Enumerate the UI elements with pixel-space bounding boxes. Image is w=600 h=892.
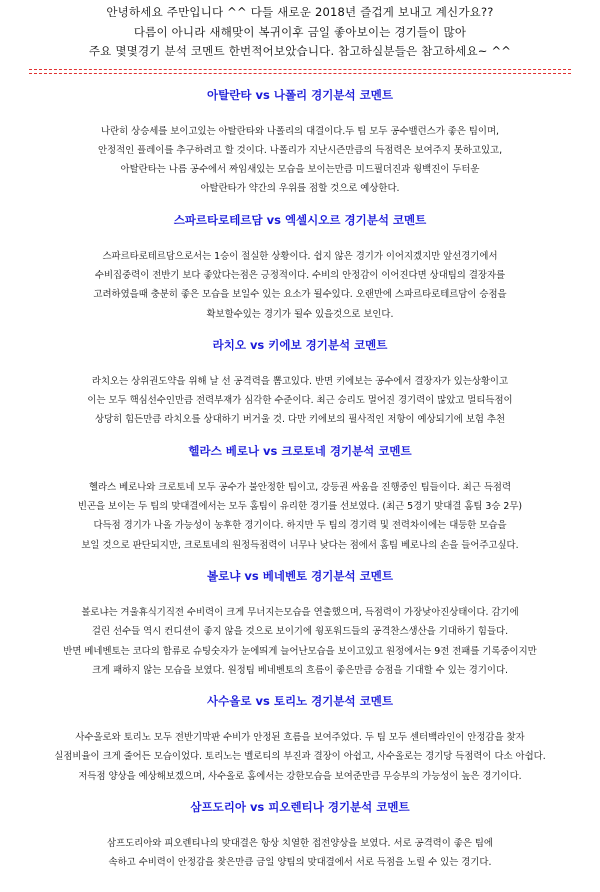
body-line: 안정적인 플레이를 추구하려고 할 것이다. 나폴리가 지난시즌만큼의 득점력은 보여주지 못하고있고,: [97, 144, 503, 156]
section-bologna-benevento: [0, 568, 600, 680]
body-line: 빈곤을 보이는 두 팀의 맞대결에서는 모두 홈팀이 유리한 경기를 선보였다. (최근 5경기 맞대결 홈팀 3승 2무): [77, 501, 523, 513]
section-body: [0, 478, 600, 555]
body-line: 볼로냐는 겨울휴식기직전 수비력이 크게 무너지는모습을 연출했으며, 득점력이 가장낮아진상태이다. 감기에: [81, 606, 519, 618]
body-line: 스파르타로테르담으로서는 1승이 절실한 상황이다. 쉽지 않은 경기가 이어지겠지만 앞선경기에서: [102, 250, 498, 262]
body-line: 크게 패하지 않는 모습을 보였다. 원정팀 베네벤토의 흐름이 좋은만큼 승점을 기대할 수 있는 경기이다.: [91, 664, 508, 676]
body-line: 실점비율이 크게 줄어든 모습이었다. 토리노는 벨로티의 부진과 결장이 아쉽고, 사수올로는 경기당 득점력이 다소 아쉽다.: [54, 751, 546, 763]
section-title: 사수올로 vs 토리노 경기분석 코멘트: [207, 694, 393, 709]
section-body: [0, 834, 600, 873]
section-lazio-chievo: [0, 337, 600, 430]
body-line: 저득점 양상을 예상해보겠으며, 사수올로 홈에서는 강한모습을 보여준만큼 무승부의 가능성이 높은 경기이다.: [78, 770, 522, 782]
section-body: [0, 122, 600, 199]
intro-line: 안녕하세요 주만입니다 ^^ 다들 새로운 2018년 즐겁게 보내고 계신가요??: [106, 5, 494, 19]
section-sassuolo-torino: [0, 693, 600, 786]
body-line: 사수올로와 토리노 모두 전반기막판 수비가 안정된 흐름을 보여주었다. 두 팀 모두 센터백라인이 안정감을 찾자: [75, 732, 525, 744]
section-body: [0, 603, 600, 680]
body-line: 다득점 경기가 나올 가능성이 농후한 경기이다. 하지만 두 팀의 경기력 및 전력차이에는 대등한 모습을: [93, 520, 507, 532]
body-line: 고려하였을때 충분히 좋은 모습을 보일수 있는 요소가 될수있다. 오랜만에 스파르타로테르담이 승점을: [93, 289, 507, 301]
section-title: 삼프도리아 vs 피오렌티나 경기분석 코멘트: [190, 800, 410, 815]
double-dashed-divider: [29, 69, 571, 74]
intro-text: [0, 0, 600, 62]
section-body: [0, 372, 600, 430]
intro-line: 주요 몇몇경기 분석 코멘트 한번적어보았습니다. 참고하실분들은 참고하세요~ ^^: [88, 44, 512, 58]
section-title: 아탈란타 vs 나폴리 경기분석 코멘트: [207, 87, 393, 102]
section-body: [0, 728, 600, 786]
body-line: 헬라스 베로나와 크로토네 모두 공수가 불안정한 팀이고, 강등권 싸움을 진행중인 팀들이다. 최근 득점력: [88, 481, 512, 493]
body-line: 아탈란타가 약간의 우위를 점할 것으로 예상한다.: [200, 183, 400, 195]
body-line: 나란히 상승세를 보이고있는 아탈란타와 나폴리의 대결이다.두 팀 모두 공수밸런스가 좋은 팀이며,: [100, 125, 499, 137]
section-title: 스파르타로테르담 vs 엑셀시오르 경기분석 코멘트: [173, 212, 427, 227]
body-line: 확보할수있는 경기가 될수 있을것으로 보인다.: [206, 308, 394, 320]
section-sparta-excelsior: [0, 212, 600, 324]
body-line: 걸린 선수들 역시 컨디션이 좋지 않을 것으로 보이기에 윙포워드들의 공격찬스생산을 기대하기 힘들다.: [91, 626, 509, 638]
section-title: 볼로냐 vs 베네벤토 경기분석 코멘트: [207, 568, 393, 583]
section-body: [0, 247, 600, 324]
body-line: 속하고 수비력이 안정감을 찾은만큼 금일 양팀의 맞대결에서 서로 득점을 노릴 수 있는 경기다.: [108, 857, 492, 869]
body-line: 라치오는 상위권도약을 위해 날 선 공격력을 뽐고있다. 반면 키에보는 공수에서 결장자가 있는상황이고: [91, 375, 509, 387]
body-line: 아탈란타는 나름 공수에서 짜임새있는 모습을 보이는만큼 미드필더진과 윙백진이 두터운: [120, 164, 480, 176]
body-line: 반면 베네벤토는 코다의 합류로 슈팅숫자가 눈에띄게 늘어난모습을 보이고있고 원정에서는 9전 전패를 기록중이지만: [63, 645, 537, 657]
body-line: 이는 모두 핵심선수인만큼 전력부재가 심각한 수준이다. 최근 승리도 멀어진 경기력이 많았고 멀티득점이: [87, 395, 513, 407]
section-sampdoria-fiorentina: [0, 799, 600, 873]
body-line: 삼프도리아와 피오렌티나의 맞대결은 항상 치열한 접전양상을 보였다. 서로 공격력이 좋은 팀에: [107, 838, 493, 850]
section-verona-crotone: [0, 443, 600, 555]
section-title: 라치오 vs 키에보 경기분석 코멘트: [212, 337, 388, 352]
body-line: 상당히 힘든만큼 라치오를 상대하기 버거울 것. 다만 키에보의 필사적인 저항이 예상되기에 보험 추천: [94, 414, 506, 426]
body-line: 수비집중력이 전반기 보다 좋았다는점은 긍정적이다. 수비의 안정감이 이어진다면 상대팀의 결장자를: [94, 269, 506, 281]
section-atalanta-napoli: [0, 87, 600, 199]
intro-line: 다름이 아니라 새해맞이 복귀이후 금일 좋아보이는 경기들이 많아: [133, 24, 467, 39]
body-line: 보일 것으로 판단되지만, 크로토네의 원정득점력이 너무나 낮다는 점에서 홈팀 베로나의 손을 들어주고싶다.: [81, 539, 519, 551]
section-title: 헬라스 베로나 vs 크로토네 경기분석 코멘트: [188, 443, 412, 458]
